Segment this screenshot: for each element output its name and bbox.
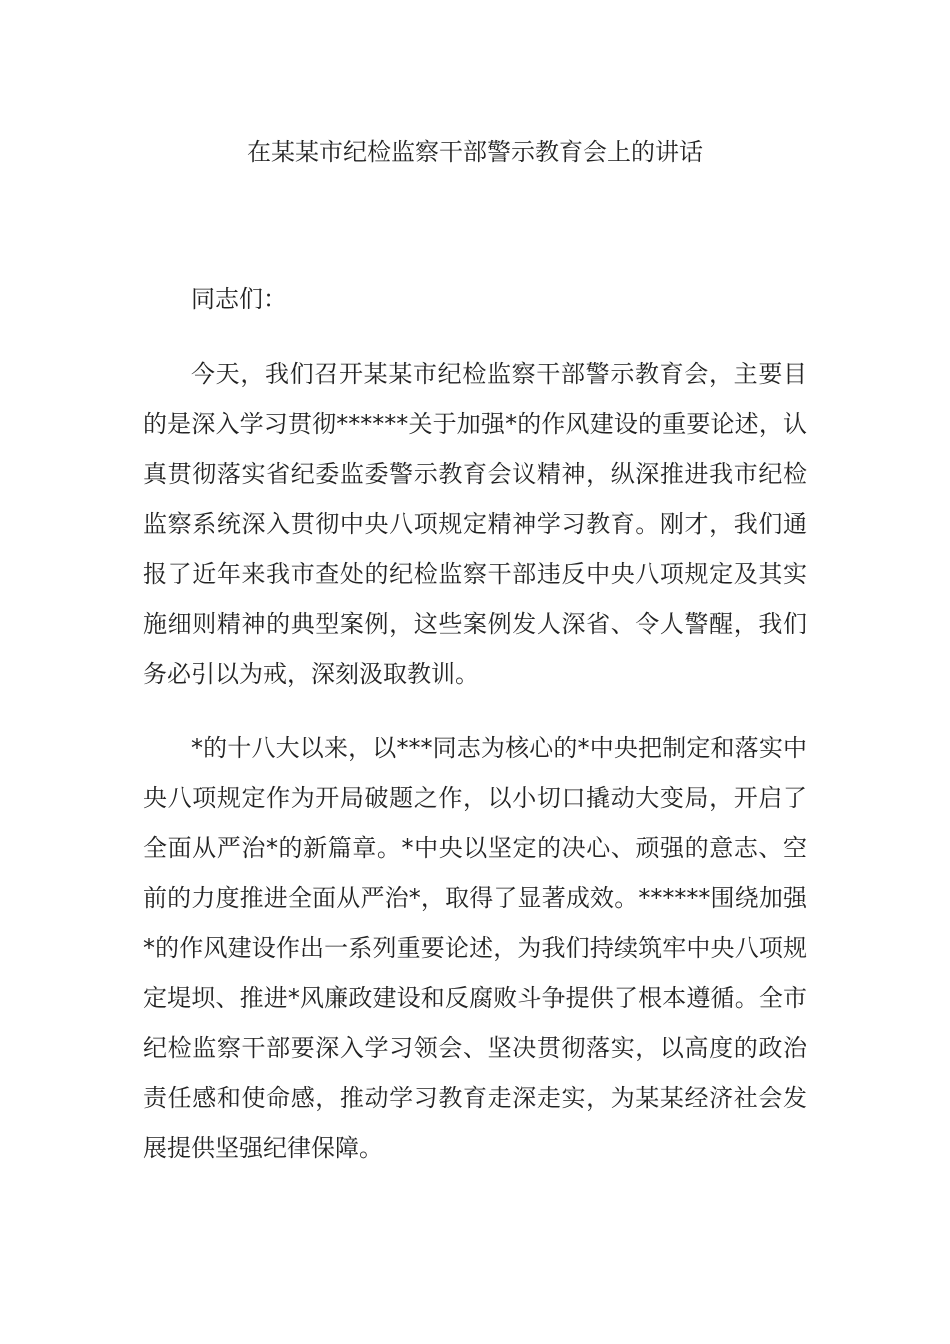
document-title: 在某某市纪检监察干部警示教育会上的讲话 (247, 138, 703, 166)
salutation: 同志们： (191, 285, 287, 313)
paragraph-1: 今天，我们召开某某市纪检监察干部警示教育会，主要目的是深入学习贯彻******关于加强*的作风建设的重要论述，认真贯彻落实省纪委监委警示教育会议精神，纵深推进我市纪检监察系统深入贯彻中央八项规定精神学习教育。刚才，我们通报了近年来我市查处的纪检监察干部违反中央八项规定及其实施细则精神的典型案例，这些案例发人深省、令人警醒，我们务必引以为戒，深刻汲取教训。 (143, 360, 807, 688)
document-body (143, 279, 807, 1197)
paragraph-2: *的十八大以来，以***同志为核心的*中央把制定和落实中央八项规定作为开局破题之作，以小切口撬动大变局，开启了全面从严治*的新篇章。*中央以坚定的决心、顽强的意志、空前的力度推进全面从严治*，取得了显著成效。******围绕加强*的作风建设作出一系列重要论述，为我们持续筑牢中央八项规定堤坝、推进*风廉政建设和反腐败斗争提供了根本遵循。全市纪检监察干部要深入学习领会、坚决贯彻落实，以高度的政治责任感和使命感，推动学习教育走深走实，为某某经济社会发展提供坚强纪律保障。 (143, 734, 807, 1162)
